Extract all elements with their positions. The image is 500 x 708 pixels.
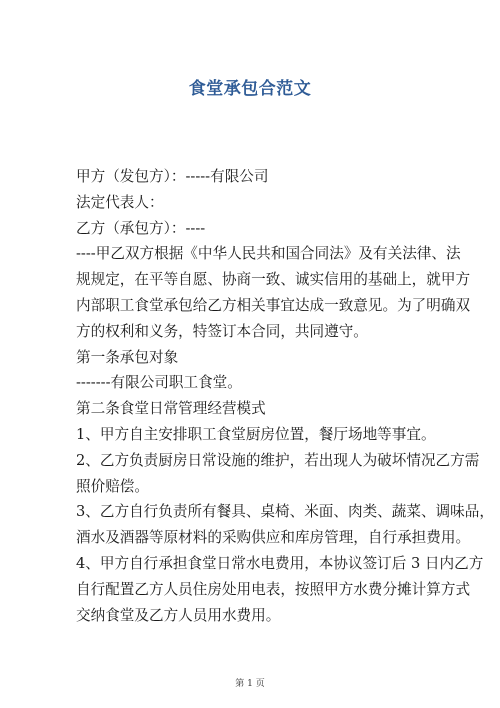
text-line: 乙方（承包方）：---- (76, 219, 206, 237)
text-line: 3、乙方自行负责所有餐具、桌椅、米面、肉类、蔬菜、调味品， (76, 503, 494, 521)
section-heading: 第二条食堂日常管理经营模式 (76, 400, 266, 418)
text-line: -------有限公司职工食堂。 (76, 374, 242, 392)
page-number: 第 1 页 (235, 679, 265, 689)
text-line: 4、甲方自行承担食堂日常水电费用，本协议签订后 3 日内乙方 (76, 554, 484, 572)
section-heading: 第一条承包对象 (76, 348, 179, 366)
document-title: 食堂承包合范文 (188, 79, 312, 99)
text-line: 交纳食堂及乙方人员用水费用。 (76, 606, 281, 624)
text-line: 照价赔偿。 (76, 477, 149, 495)
text-line: ----甲乙双方根据《中华人民共和国合同法》及有关法律、法 (76, 245, 461, 263)
text-line: 自行配置乙方人员住房处用电表，按照甲方水费分摊计算方式 (76, 580, 471, 598)
document-body (76, 164, 494, 628)
text-line: 甲方（发包方）：-----有限公司 (76, 168, 269, 185)
text-line: 方的权利和义务，特签订本合同，共同遵守。 (76, 322, 368, 340)
text-line: 内部职工食堂承包给乙方相关事宜达成一致意见。为了明确双 (76, 296, 471, 314)
text-line: 规规定，在平等自愿、协商一致、诚实信用的基础上，就甲方 (76, 271, 471, 289)
text-line: 1、甲方自主安排职工食堂厨房位置，餐厅场地等事宜。 (76, 425, 436, 443)
text-line: 法定代表人： (76, 193, 164, 211)
text-line: 酒水及酒器等原材料的采购供应和库房管理，自行承担费用。 (76, 529, 471, 547)
text-line: 2、乙方负责厨房日常设施的维护，若出现人为破坏情况乙方需 (76, 451, 480, 469)
